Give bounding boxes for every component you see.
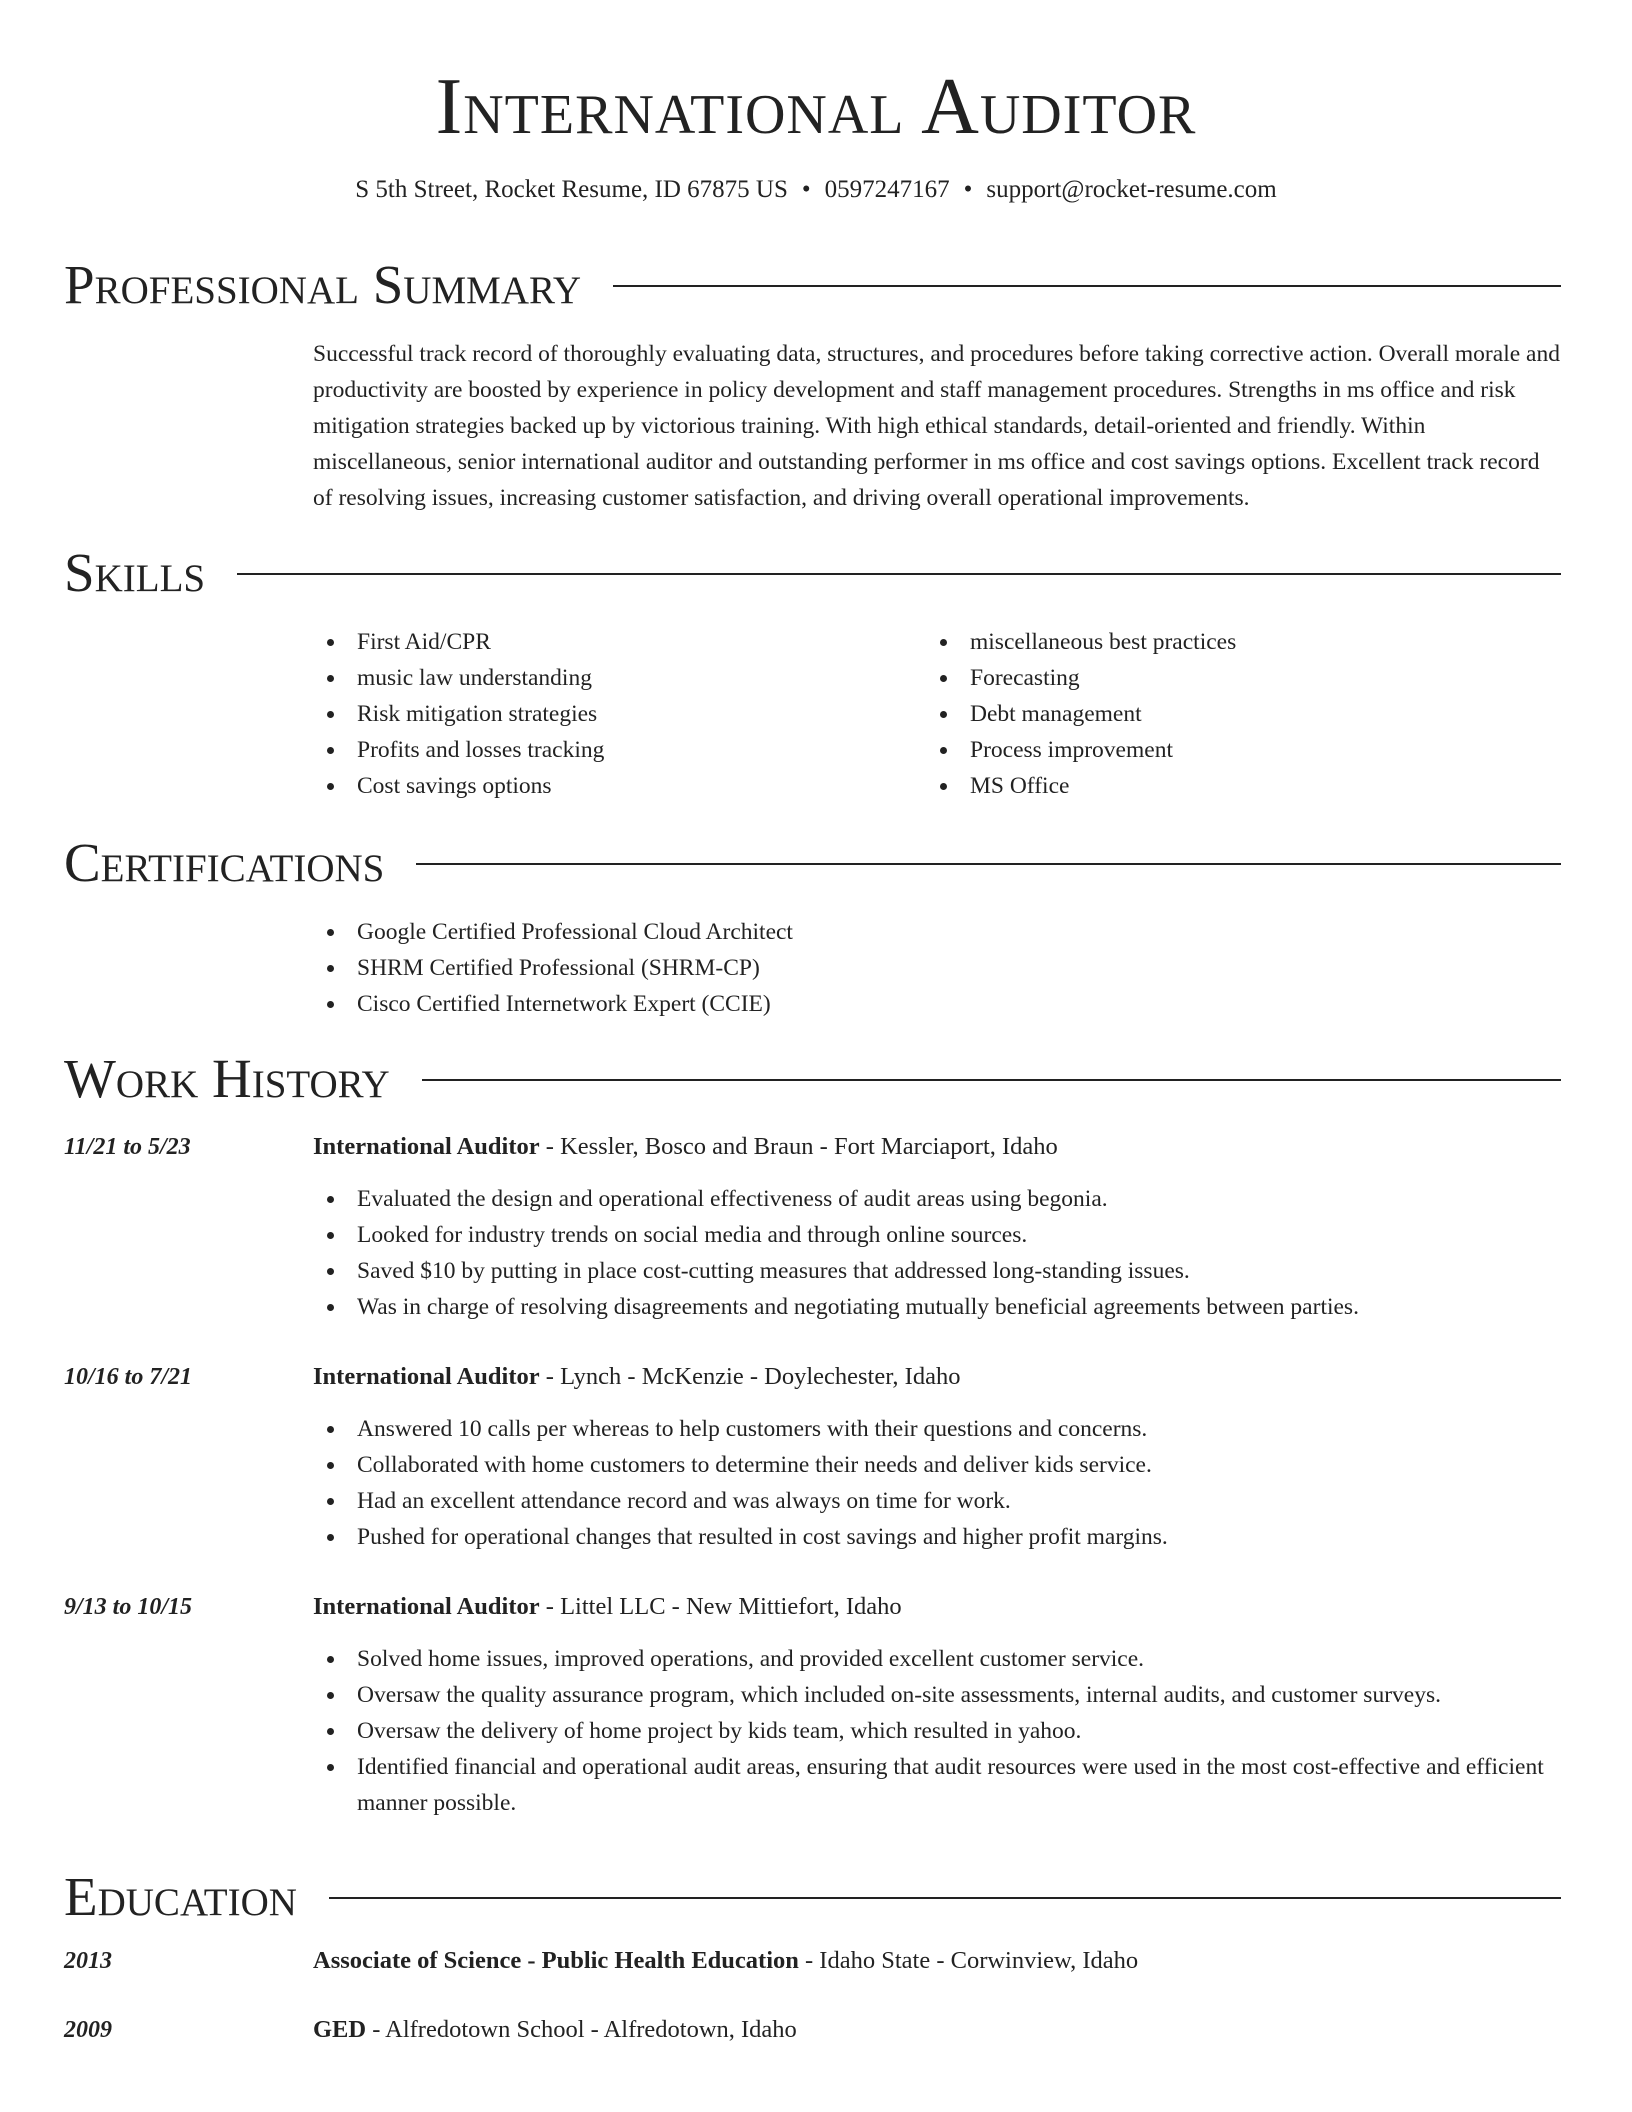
education-school: - Idaho State - Corwinview, Idaho: [798, 1947, 1139, 1974]
contact-separator: •: [963, 176, 973, 203]
summary-text: Successful track record of thoroughly evaluating data, structures, and procedures before taking corrective action. Overall morale and productivity are boosted by experience in policy development and staff management procedures. Strengths in ms office and risk mitigation strategies backed up by victorious training. With high ethical standards, detail-oriented and friendly. Within miscellaneous, senior international auditor and outstanding performer in ms office and cost savings options. Excellent track record of resolving issues, increasing customer satisfaction, and driving overall operational improvements.: [313, 341, 1560, 511]
section-divider: [329, 1897, 1561, 1899]
skill-item: MS Office: [926, 768, 1546, 804]
work-employer: - Kessler, Bosco and Braun - Fort Marciaport, Idaho: [539, 1133, 1058, 1160]
skill-item: Forecasting: [926, 660, 1546, 696]
skill-item: Cost savings options: [313, 768, 913, 804]
duty-item: Oversaw the quality assurance program, which included on-site assessments, internal audits, and customer surveys.: [313, 1677, 1563, 1713]
skills-section-title: Skills: [64, 542, 206, 603]
contact-address: S 5th Street, Rocket Resume, ID 67875 US: [355, 176, 788, 203]
work-employer: - Lynch - McKenzie - Doylechester, Idaho: [539, 1363, 961, 1390]
section-divider: [416, 863, 1561, 865]
work-dates: 10/16 to 7/21: [64, 1364, 193, 1390]
skill-item: Process improvement: [926, 732, 1546, 768]
skills-section-header: [64, 538, 1561, 608]
duty-item: Identified financial and operational audit areas, ensuring that audit resources were used in the most cost-effective and efficient manner possible.: [313, 1749, 1563, 1821]
duty-item: Had an excellent attendance record and was always on time for work.: [313, 1483, 1563, 1519]
certifications-section-header: [64, 828, 1561, 898]
skill-item: Debt management: [926, 696, 1546, 732]
duty-item: Looked for industry trends on social media and through online sources.: [313, 1217, 1563, 1253]
contact-email[interactable]: support@rocket-resume.com: [986, 176, 1277, 203]
contact-separator: •: [801, 176, 811, 203]
education-headline: [313, 1943, 1563, 1979]
education-headline: [313, 2012, 1563, 2048]
work-duties: [313, 1181, 1563, 1325]
work-title: International Auditor: [313, 1363, 540, 1390]
certifications-list: [313, 914, 1563, 1022]
skill-item: First Aid/CPR: [313, 624, 913, 660]
certification-item: Google Certified Professional Cloud Architect: [313, 914, 1563, 950]
work-duties: [313, 1641, 1563, 1821]
work-headline: [313, 1129, 1563, 1165]
certification-item: Cisco Certified Internetwork Expert (CCIE): [313, 986, 1563, 1022]
work-dates: 11/21 to 5/23: [64, 1134, 191, 1160]
work-section-title: Work History: [64, 1048, 390, 1109]
resume-name: International Auditor: [435, 63, 1197, 151]
work-section-header: [64, 1044, 1561, 1114]
skill-item: music law understanding: [313, 660, 913, 696]
duty-item: Was in charge of resolving disagreements and negotiating mutually beneficial agreements between parties.: [313, 1289, 1563, 1325]
duty-item: Answered 10 calls per whereas to help customers with their questions and concerns.: [313, 1411, 1563, 1447]
work-dates: 9/13 to 10/15: [64, 1594, 193, 1620]
duty-item: Saved $10 by putting in place cost-cutting measures that addressed long-standing issues.: [313, 1253, 1563, 1289]
work-title: International Auditor: [313, 1593, 540, 1620]
skill-item: Profits and losses tracking: [313, 732, 913, 768]
work-title: International Auditor: [313, 1133, 540, 1160]
education-degree: GED: [313, 2016, 367, 2043]
work-headline: [313, 1589, 1563, 1625]
education-school: - Alfredotown School - Alfredotown, Idaho: [366, 2016, 797, 2043]
contact-phone: 0597247167: [824, 176, 950, 203]
section-divider: [613, 285, 1561, 287]
education-section-title: Education: [64, 1866, 297, 1927]
duty-item: Oversaw the delivery of home project by kids team, which resulted in yahoo.: [313, 1713, 1563, 1749]
duty-item: Pushed for operational changes that resulted in cost savings and higher profit margins.: [313, 1519, 1563, 1555]
certifications-section-title: Certifications: [64, 832, 385, 893]
section-divider: [237, 573, 1561, 575]
duty-item: Collaborated with home customers to determine their needs and deliver kids service.: [313, 1447, 1563, 1483]
work-headline: [313, 1359, 1563, 1395]
certification-item: SHRM Certified Professional (SHRM-CP): [313, 950, 1563, 986]
section-divider: [422, 1079, 1561, 1081]
skill-item: miscellaneous best practices: [926, 624, 1546, 660]
summary-section-title: Professional Summary: [64, 254, 582, 315]
skills-list-right: [926, 624, 1546, 804]
education-year: 2009: [64, 2017, 112, 2043]
skills-list-left: [313, 624, 913, 804]
duty-item: Evaluated the design and operational effectiveness of audit areas using begonia.: [313, 1181, 1563, 1217]
summary-section-header: [64, 250, 1561, 320]
education-degree: Associate of Science - Public Health Education: [313, 1947, 799, 1974]
skill-item: Risk mitigation strategies: [313, 696, 913, 732]
duty-item: Solved home issues, improved operations, and provided excellent customer service.: [313, 1641, 1563, 1677]
education-year: 2013: [64, 1948, 112, 1974]
contact-line: [0, 172, 1632, 208]
work-employer: - Littel LLC - New Mittiefort, Idaho: [539, 1593, 902, 1620]
education-section-header: [64, 1862, 1561, 1932]
work-duties: [313, 1411, 1563, 1555]
